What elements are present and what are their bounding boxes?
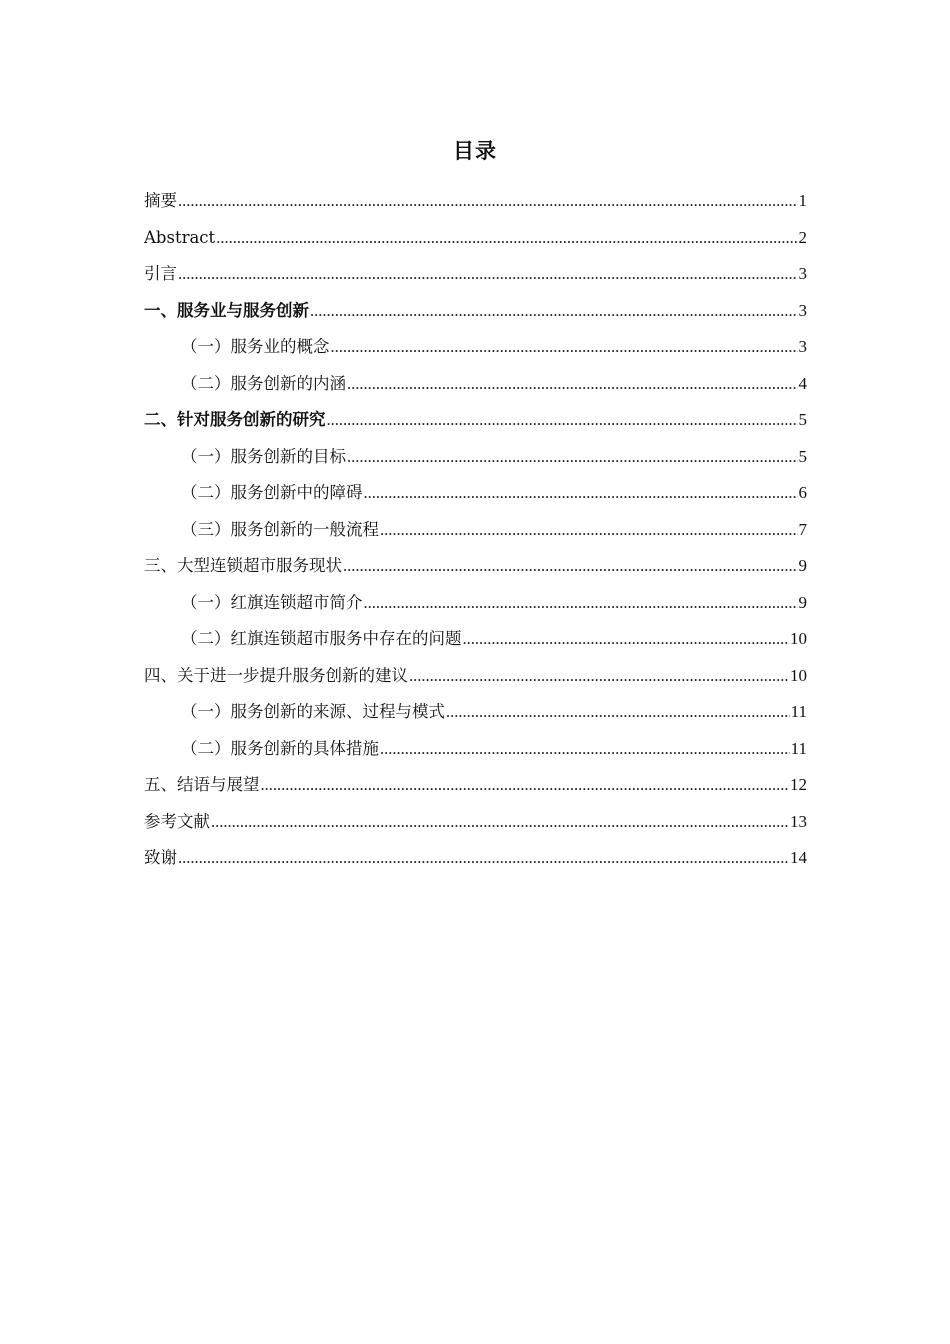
toc-page-number: 10 xyxy=(790,665,807,685)
toc-dot-leader xyxy=(178,183,798,220)
toc-dot-leader xyxy=(347,439,798,476)
toc-entry-title: 三、大型连锁超市服务现状 xyxy=(144,556,342,575)
toc-dot-leader xyxy=(178,840,789,877)
toc-dot-leader xyxy=(364,475,798,512)
toc-dot-leader xyxy=(380,512,798,549)
toc-entry[interactable] xyxy=(144,366,807,403)
toc-entry-title: （三）服务创新的一般流程 xyxy=(181,519,379,539)
toc-page-number: 3 xyxy=(798,337,807,356)
toc-page-number: 9 xyxy=(798,592,807,612)
toc-entry-title: 二、针对服务创新的研究 xyxy=(144,410,326,429)
toc-dot-leader xyxy=(327,402,798,439)
toc-page-number: 14 xyxy=(790,848,807,867)
toc-dot-leader xyxy=(463,621,790,658)
toc-entry[interactable] xyxy=(144,767,807,804)
toc-page-number: 3 xyxy=(798,264,807,283)
toc-entry[interactable] xyxy=(144,658,807,695)
toc-dot-leader xyxy=(178,256,798,293)
toc-entry[interactable] xyxy=(144,840,807,877)
toc-entry-title: （一）红旗连锁超市简介 xyxy=(181,592,363,612)
toc-entry-title: 摘要 xyxy=(144,191,177,210)
toc-entry-title: 参考文献 xyxy=(144,811,210,831)
toc-page-number: 12 xyxy=(790,775,807,794)
toc-entry[interactable] xyxy=(144,183,807,220)
toc-entry[interactable] xyxy=(144,293,807,330)
toc-entry-title: （一）服务业的概念 xyxy=(181,337,330,356)
toc-entry[interactable] xyxy=(144,220,807,257)
toc-entry-title: （二）服务创新的内涵 xyxy=(181,373,346,393)
toc-page-number: 11 xyxy=(790,738,807,758)
toc-page-number: 5 xyxy=(798,446,807,466)
toc-entry[interactable] xyxy=(144,585,807,622)
toc-entry[interactable] xyxy=(144,475,807,512)
toc-entry-title: 致谢 xyxy=(144,848,177,867)
toc-dot-leader xyxy=(347,366,798,403)
toc-page-number: 13 xyxy=(790,811,807,831)
toc-page-number: 10 xyxy=(790,629,807,648)
toc-entry[interactable] xyxy=(144,731,807,768)
toc-entry[interactable] xyxy=(144,439,807,476)
toc-entry[interactable] xyxy=(144,548,807,585)
toc-entry-title: 一、服务业与服务创新 xyxy=(144,300,309,320)
toc-entry[interactable] xyxy=(144,804,807,841)
toc-entry[interactable] xyxy=(144,694,807,731)
toc-dot-leader xyxy=(380,731,790,768)
toc-dot-leader xyxy=(211,804,789,841)
toc-page-number: 7 xyxy=(798,519,807,539)
toc-entry-title: 四、关于进一步提升服务创新的建议 xyxy=(144,665,408,685)
toc-entry-title: Abstract xyxy=(144,227,216,247)
toc-page-number: 9 xyxy=(798,556,807,575)
toc-dot-leader xyxy=(310,293,798,330)
toc-list xyxy=(144,183,807,877)
toc-page-number: 3 xyxy=(798,300,807,320)
toc-entry[interactable] xyxy=(144,402,807,439)
toc-page-number: 5 xyxy=(798,410,807,429)
toc-page-number: 11 xyxy=(790,702,807,721)
toc-entry-title: 五、结语与展望 xyxy=(144,775,260,794)
toc-dot-leader xyxy=(331,329,798,366)
toc-dot-leader xyxy=(446,694,790,731)
toc-entry[interactable] xyxy=(144,512,807,549)
toc-entry[interactable] xyxy=(144,256,807,293)
toc-entry-title: （一）服务创新的目标 xyxy=(181,446,346,466)
toc-dot-leader xyxy=(364,585,798,622)
toc-entry-title: （二）服务创新中的障碍 xyxy=(181,483,363,502)
toc-entry-title: （一）服务创新的来源、过程与模式 xyxy=(181,702,445,721)
toc-page-number: 6 xyxy=(798,483,807,502)
toc-dot-leader xyxy=(409,658,789,695)
toc-dot-leader xyxy=(343,548,798,585)
toc-dot-leader xyxy=(216,220,797,257)
toc-entry[interactable] xyxy=(144,621,807,658)
toc-title: 目录 xyxy=(453,139,497,163)
toc-entry-title: （二）服务创新的具体措施 xyxy=(181,738,379,758)
toc-page-number: 2 xyxy=(798,227,807,247)
toc-page-number: 1 xyxy=(798,191,807,210)
toc-entry-title: 引言 xyxy=(144,264,177,283)
toc-entry-title: （二）红旗连锁超市服务中存在的问题 xyxy=(181,629,462,648)
toc-entry[interactable] xyxy=(144,329,807,366)
toc-dot-leader xyxy=(261,767,790,804)
toc-page-number: 4 xyxy=(798,373,807,393)
